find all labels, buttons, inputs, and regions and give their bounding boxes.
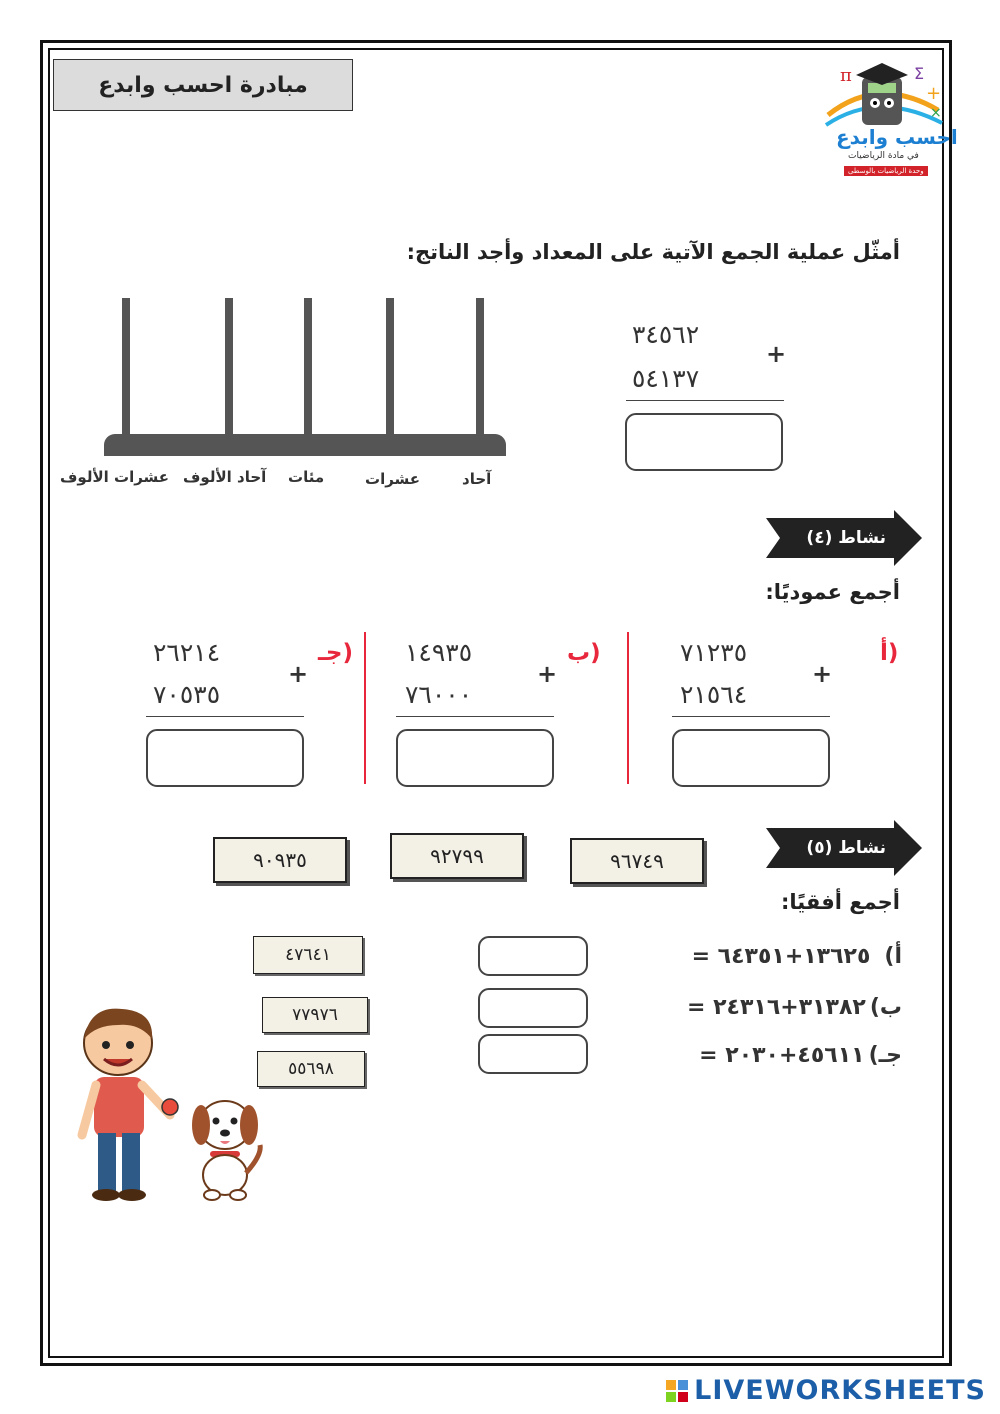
activity4-banner-label: نشاط (٤) [806,528,886,548]
plus-sign: + [766,340,787,368]
problem-c-answer-box[interactable] [146,729,304,787]
abacus-rod-tens [386,298,394,438]
answer-tile[interactable]: ٩٢٧٩٩ [390,833,524,879]
abacus-base [104,434,506,456]
equation-a-answer-box[interactable] [478,936,588,976]
problem-label-b: ب) [567,640,601,666]
equation-b-answer-box[interactable] [478,988,588,1028]
problem-b-top: ١٤٩٣٥ [405,638,473,667]
plus-sign: + [288,660,309,688]
equation-row-c [699,1043,902,1068]
problem-b-rule [396,716,554,717]
abacus-rod-thousands [225,298,233,438]
page-title: مبادرة احسب وابدع [53,59,353,111]
problem-a-answer-box[interactable] [672,729,830,787]
svg-text:+: + [926,83,942,104]
logo-caption: وحدة الرياضيات بالوسطى [844,166,928,176]
activity4-instruction: أجمع عموديًا: [765,580,900,604]
abacus-rod-ones [476,298,484,438]
svg-text:Σ: Σ [914,64,925,83]
abacus-label-hundreds: مئات [288,468,325,486]
liveworksheets-footer [666,1375,986,1406]
answer-tile[interactable]: ٩٦٧٤٩ [570,838,704,884]
answer-tile[interactable]: ٥٥٦٩٨ [257,1051,365,1087]
equation-expression-c: ٤٥٦١١+٢٠٣٠ = [699,1043,865,1068]
problem-c-top: ٢٦٢١٤ [153,638,221,667]
abacus [104,298,506,462]
abacus-label-tens: عشرات [365,470,421,488]
problem-a-rule [672,716,830,717]
plus-sign: + [812,660,833,688]
logo-subtitle: في مادة الرياضيات [848,151,919,161]
section1-answer-box[interactable] [625,413,783,471]
section1-instruction: أمثّل عملية الجمع الآتية على المعداد وأجد الناتج: [406,240,900,264]
equation-row-a [692,944,902,969]
separator-line [627,632,629,784]
answer-tile[interactable]: ٩٠٩٣٥ [213,837,347,883]
answer-tile[interactable]: ٤٧٦٤١ [253,936,363,974]
equation-label-a: أ) [884,944,902,969]
problem-b-bottom: ٧٦٠٠٠ [405,680,473,709]
problem-c-bottom: ٧٠٥٣٥ [153,680,221,709]
section1-rule [626,400,784,401]
activity5-banner-label: نشاط (٥) [806,838,886,858]
abacus-rod-ten-thousands [122,298,130,438]
equation-label-b: ب) [869,995,902,1020]
section1-top-number: ٣٤٥٦٢ [632,320,700,349]
logo-graphic [818,55,950,183]
equation-label-c: جـ) [868,1043,902,1068]
answer-tile[interactable]: ٧٧٩٧٦ [262,997,368,1033]
equation-expression-a: ١٣٦٢٥+٦٤٣٥١ = [691,944,871,969]
liveworksheets-logo-icon [666,1380,688,1402]
logo-text: احسب وابدع [836,125,958,149]
problem-a-bottom: ٢١٥٦٤ [680,680,748,709]
footer-text: LIVEWORKSHEETS [694,1375,986,1406]
plus-sign: + [537,660,558,688]
problem-label-a: أ) [880,640,899,666]
svg-text:π: π [840,65,852,86]
abacus-rod-hundreds [304,298,312,438]
problem-label-c: جـ) [318,640,353,666]
logo [818,55,958,183]
section1-bottom-number: ٥٤١٣٧ [632,364,700,393]
equation-row-b [687,995,902,1020]
equation-expression-b: ٣١٣٨٢+٢٤٣١٦ = [687,995,866,1020]
activity5-banner [766,820,922,876]
svg-text:×: × [930,105,942,121]
abacus-label-ones: آحاد [462,470,492,488]
boy-and-dog-illustration [70,1005,270,1205]
abacus-label-thousands: آحاد الألوف [183,468,267,486]
problem-a-top: ٧١٢٣٥ [680,638,748,667]
separator-line [364,632,366,784]
boy-and-dog-graphic [70,1005,270,1205]
abacus-label-ten-thousands: عشرات الألوف [60,468,170,486]
activity4-banner [766,510,922,566]
problem-c-rule [146,716,304,717]
problem-b-answer-box[interactable] [396,729,554,787]
equation-c-answer-box[interactable] [478,1034,588,1074]
activity5-instruction: أجمع أفقيًا: [781,890,900,914]
